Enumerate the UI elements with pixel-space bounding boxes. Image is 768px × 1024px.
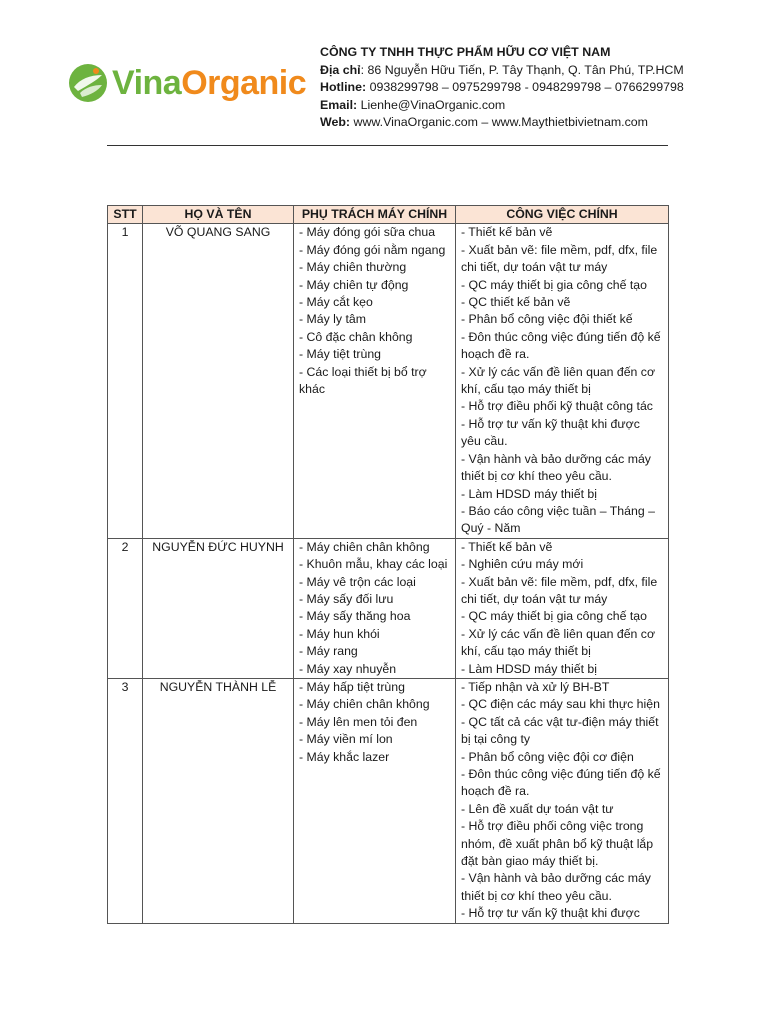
task-item: - Xuất bản vẽ: file mềm, pdf, dfx, file chi tiết, dự toán vật tư máy	[461, 574, 658, 606]
row-machines	[294, 538, 456, 678]
machine-item: - Máy khắc lazer	[299, 749, 390, 764]
task-item: - Báo cáo công việc tuần – Tháng – Quý - Năm	[461, 503, 655, 536]
email-label: Email:	[320, 97, 358, 112]
machine-item: - Cô đặc chân không	[299, 329, 413, 344]
web-label: Web:	[320, 115, 351, 130]
machine-item: - Máy đóng gói sữa chua	[299, 225, 436, 240]
table-body	[108, 224, 669, 923]
task-item: - QC máy thiết bị gia công chế tạo	[461, 609, 647, 624]
task-item: - Vận hành và bảo dưỡng các máy thiết bị cơ khí theo yêu cầu.	[461, 451, 651, 484]
table-row	[108, 224, 669, 538]
column-header-tasks: CÔNG VIỆC CHÍNH	[456, 206, 669, 224]
table-row	[108, 538, 669, 678]
machine-item: - Máy rang	[299, 644, 358, 659]
leaf-globe-icon	[66, 61, 110, 105]
task-item: - QC tất cả các vật tư-điện máy thiết bị tại công ty	[461, 714, 659, 747]
machine-item: - Máy chiên thường	[299, 260, 407, 275]
logo-word-vina: Vina	[112, 64, 182, 102]
task-item: - Thiết kế bản vẽ	[461, 539, 553, 554]
row-tasks	[456, 538, 669, 678]
row-machines	[294, 678, 456, 923]
tasks-list	[461, 539, 663, 678]
row-name: NGUYỄN ĐỨC HUYNH	[143, 538, 294, 678]
hotline-value: 0938299798 – 0975299798 - 0948299798 – 0766299798	[366, 80, 684, 95]
task-item: - QC thiết kế bản vẽ	[461, 295, 571, 310]
machine-item: - Máy cắt kẹo	[299, 295, 373, 310]
table-row	[108, 678, 669, 923]
table-header-row	[108, 206, 669, 224]
task-item: - QC máy thiết bị gia công chế tạo	[461, 277, 647, 292]
machine-item: - Máy sấy đối lưu	[299, 591, 394, 606]
header-divider	[107, 145, 668, 146]
machine-item: - Máy tiệt trùng	[299, 347, 382, 362]
column-header-stt: STT	[108, 206, 143, 224]
task-item: - Xử lý các vấn đề liên quan đến cơ khí, cấu tạo máy thiết bị	[461, 364, 656, 397]
machine-item: - Máy sấy thăng hoa	[299, 609, 411, 624]
task-item: - Vận hành và bảo dưỡng các máy thiết bị cơ khí theo yêu cầu.	[461, 871, 651, 903]
task-item: - Hỗ trợ điều phối kỹ thuật công tác	[461, 399, 653, 414]
row-stt: 1	[108, 224, 143, 538]
task-item: - Hỗ trợ điều phối công việc trong nhóm, đề xuất phân bổ kỹ thuật lắp đặt bàn giao máy thiết bị.	[461, 819, 654, 869]
task-item: - Lên đề xuất dự toán vật tư	[461, 801, 614, 816]
machine-item: - Máy lên men tỏi đen	[299, 714, 418, 729]
machine-item: - Máy chiên chân không	[299, 697, 430, 712]
task-item: - Hỗ trợ tư vấn kỹ thuật khi được	[461, 906, 640, 921]
logo-wordmark	[112, 66, 306, 100]
column-header-name: HỌ VÀ TÊN	[143, 206, 294, 224]
row-stt: 2	[108, 538, 143, 678]
row-tasks	[456, 224, 669, 538]
task-item: - QC điện các máy sau khi thực hiện	[461, 697, 660, 712]
machine-item: - Máy vê trộn các loại	[299, 574, 416, 589]
task-item: - Xuất bản vẽ: file mềm, pdf, dfx, file chi tiết, dự toán vật tư máy	[461, 242, 658, 275]
web-line	[320, 114, 760, 132]
task-item: - Phân bổ công việc đội thiết kế	[461, 312, 633, 327]
task-item: - Hỗ trợ tư vấn kỹ thuật khi được yêu cầu.	[461, 416, 640, 449]
logo-word-organic: Organic	[181, 64, 307, 102]
machines-list	[299, 679, 450, 766]
tasks-list	[461, 224, 663, 537]
machine-item: - Máy hấp tiệt trùng	[299, 679, 405, 694]
tasks-list	[461, 679, 663, 923]
machine-item: - Máy ly tâm	[299, 312, 366, 327]
machine-item: - Máy đóng gói nằm ngang	[299, 242, 446, 257]
task-item: - Đôn thúc công việc đúng tiến độ kế hoạch đề ra.	[461, 767, 661, 799]
machines-list	[299, 539, 450, 678]
task-item: - Phân bổ công việc đội cơ điện	[461, 749, 634, 764]
machine-item: - Khuôn mẫu, khay các loại	[299, 557, 448, 572]
task-item: - Thiết kế bản vẽ	[461, 225, 553, 240]
row-name: VÕ QUANG SANG	[143, 224, 294, 538]
task-item: - Xử lý các vấn đề liên quan đến cơ khí, cấu tạo máy thiết bị	[461, 626, 656, 659]
hotline-label: Hotline:	[320, 80, 367, 95]
row-stt: 3	[108, 678, 143, 923]
machine-item: - Máy hun khói	[299, 626, 380, 641]
company-info	[320, 44, 760, 132]
staff-table	[107, 205, 669, 924]
machine-item: - Máy chiên tự động	[299, 277, 409, 292]
machine-item: - Máy chiên chân không	[299, 539, 430, 554]
machine-item: - Máy viền mí lon	[299, 732, 393, 747]
row-name: NGUYỄN THÀNH LỄ	[143, 678, 294, 923]
row-tasks	[456, 678, 669, 923]
machine-item: - Máy xay nhuyễn	[299, 661, 397, 676]
company-logo	[66, 58, 316, 108]
column-header-machines: PHỤ TRÁCH MÁY CHÍNH	[294, 206, 456, 224]
task-item: - Tiếp nhận và xử lý BH-BT	[461, 679, 610, 694]
task-item: - Làm HDSD máy thiết bị	[461, 486, 597, 501]
machines-list	[299, 224, 450, 398]
hotline-line	[320, 79, 760, 97]
task-item: - Làm HDSD máy thiết bị	[461, 661, 597, 676]
task-item: - Đôn thúc công việc đúng tiến độ kế hoạch đề ra.	[461, 329, 661, 362]
company-name: CÔNG TY TNHH THỰC PHẨM HỮU CƠ VIỆT NAM	[320, 45, 611, 59]
address-line	[320, 62, 760, 80]
email-value[interactable]: Lienhe@VinaOrganic.com	[357, 97, 506, 112]
email-line	[320, 97, 760, 115]
machine-item: - Các loại thiết bị bổ trợ khác	[299, 364, 427, 397]
address-value: : 86 Nguyễn Hữu Tiến, P. Tây Thạnh, Q. Tân Phú, TP.HCM	[360, 62, 684, 77]
task-item: - Nghiên cứu máy mới	[461, 557, 584, 572]
row-machines	[294, 224, 456, 538]
address-label: Địa chỉ	[320, 62, 361, 77]
web-value[interactable]: www.VinaOrganic.com – www.Maythietbivietnam.com	[350, 115, 649, 130]
